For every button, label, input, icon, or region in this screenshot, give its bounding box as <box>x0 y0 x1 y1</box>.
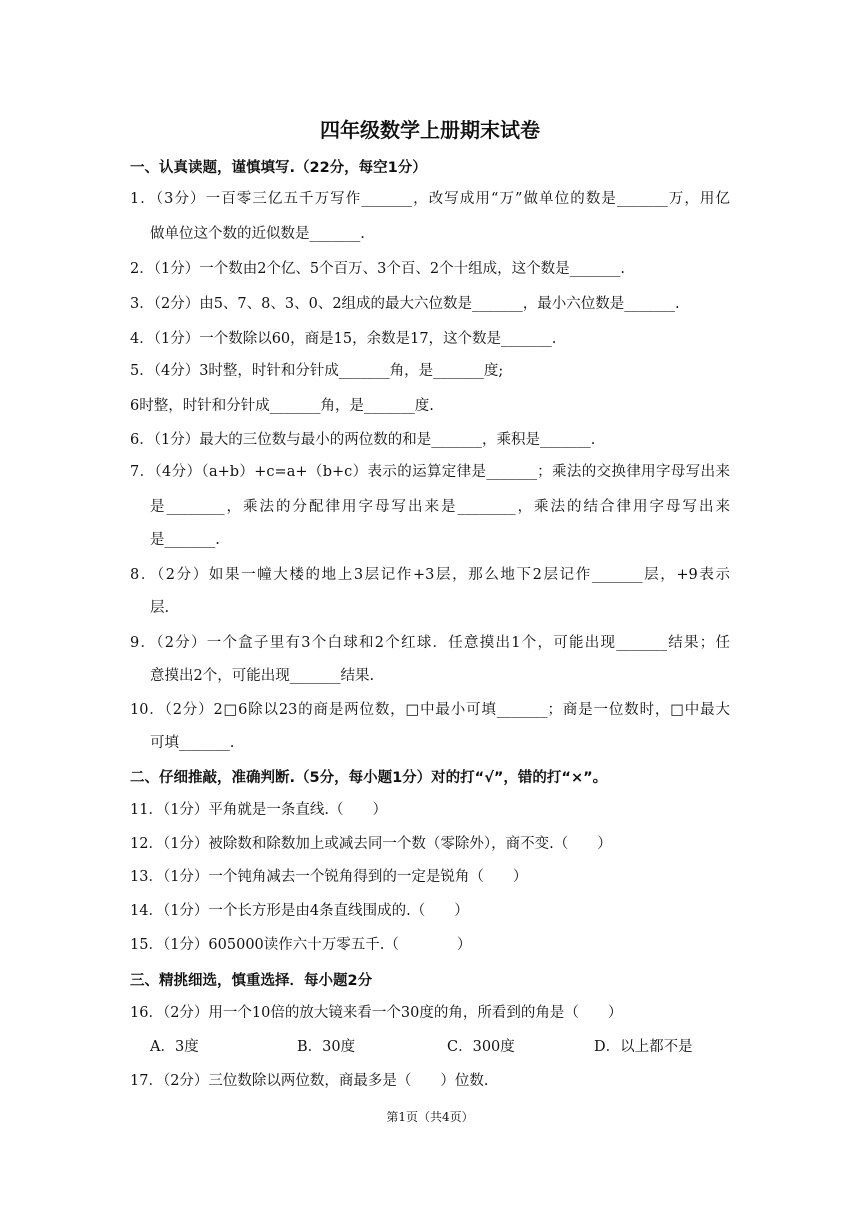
question-5-line-2: 6时整，时针和分针成_______角，是_______度. <box>130 398 434 414</box>
question-9-line-1: 9．（2分）一个盒子里有3个白球和2个红球．任意摸出1个，可能出现_______结果；任 <box>130 635 730 651</box>
question-14: 14．（1分）一个长方形是由4条直线围成的.（ ） <box>130 903 469 919</box>
question-13: 13．（1分）一个钝角减去一个锐角得到的一定是锐角（ ） <box>130 869 528 885</box>
section-heading-true-false: 二、仔细推敲，准确判断.（5分，每小题1分）对的打“√”，错的打“×”。 <box>130 770 608 786</box>
question-7-line-2: 是________，乘法的分配律用字母写出来是________，乘法的结合律用字母写出来 <box>150 499 730 515</box>
question-16-option-b: B．30度 <box>297 1039 356 1055</box>
question-8-line-2: 层. <box>150 600 170 616</box>
question-12: 12．（1分）被除数和除数加上或减去同一个数（零除外），商不变.（ ） <box>130 836 612 852</box>
question-11: 11．（1分）平角就是一条直线.（ ） <box>130 802 388 818</box>
section-heading-fill-in: 一、认真读题，谨慎填写.（22分，每空1分） <box>130 160 427 176</box>
question-5-line-1: 5．（4分）3时整，时针和分针成_______角，是_______度; <box>130 363 504 379</box>
question-1-line-1: 1．（3分）一百零三亿五千万写作_______，改写成用“万”做单位的数是_______万，用亿 <box>130 191 730 207</box>
question-6: 6．（1分）最大的三位数与最小的两位数的和是_______，乘积是_______. <box>130 432 596 448</box>
question-4: 4．（1分）一个数除以60，商是15，余数是17，这个数是_______. <box>130 331 557 347</box>
question-16: 16．（2分）用一个10倍的放大镜来看一个30度的角，所看到的角是（ ） <box>130 1005 623 1021</box>
section-heading-multiple-choice: 三、精挑细选，慎重选择．每小题2分 <box>130 973 373 989</box>
question-7-line-1: 7．（4分）（a+b）+c=a+（b+c）表示的运算定律是_______；乘法的交换律用字母写出来 <box>130 464 730 480</box>
question-15: 15．（1分）605000读作六十万零五千.（ ） <box>130 937 472 953</box>
question-7-line-3: 是_______. <box>150 532 220 548</box>
question-16-option-a: A．3度 <box>150 1039 199 1055</box>
question-10-line-2: 可填_______. <box>150 735 235 751</box>
question-9-line-2: 意摸出2个，可能出现_______结果. <box>150 668 375 684</box>
question-2: 2．（1分）一个数由2个亿、5个百万、3个百、2个十组成，这个数是_______. <box>130 261 625 277</box>
question-10-line-1: 10．（2分）2□6除以23的商是两位数，□中最小可填_______；商是一位数时，□中最大 <box>130 702 730 718</box>
question-3: 3．（2分）由5、7、8、3、0、2组成的最大六位数是_______，最小六位数是_______. <box>130 296 680 312</box>
question-16-option-c: C．300度 <box>447 1039 515 1055</box>
page-title: 四年级数学上册期末试卷 <box>320 118 540 142</box>
page-footer: 第1页（共4页） <box>386 1110 474 1124</box>
question-16-option-d: D．以上都不是 <box>594 1039 693 1055</box>
question-8-line-1: 8．（2分）如果一幢大楼的地上3层记作+3层，那么地下2层记作_______层，+9表示 <box>130 567 730 583</box>
question-1-line-2: 做单位这个数的近似数是_______. <box>150 226 365 242</box>
question-17: 17．（2分）三位数除以两位数，商最多是（ ）位数. <box>130 1073 489 1089</box>
